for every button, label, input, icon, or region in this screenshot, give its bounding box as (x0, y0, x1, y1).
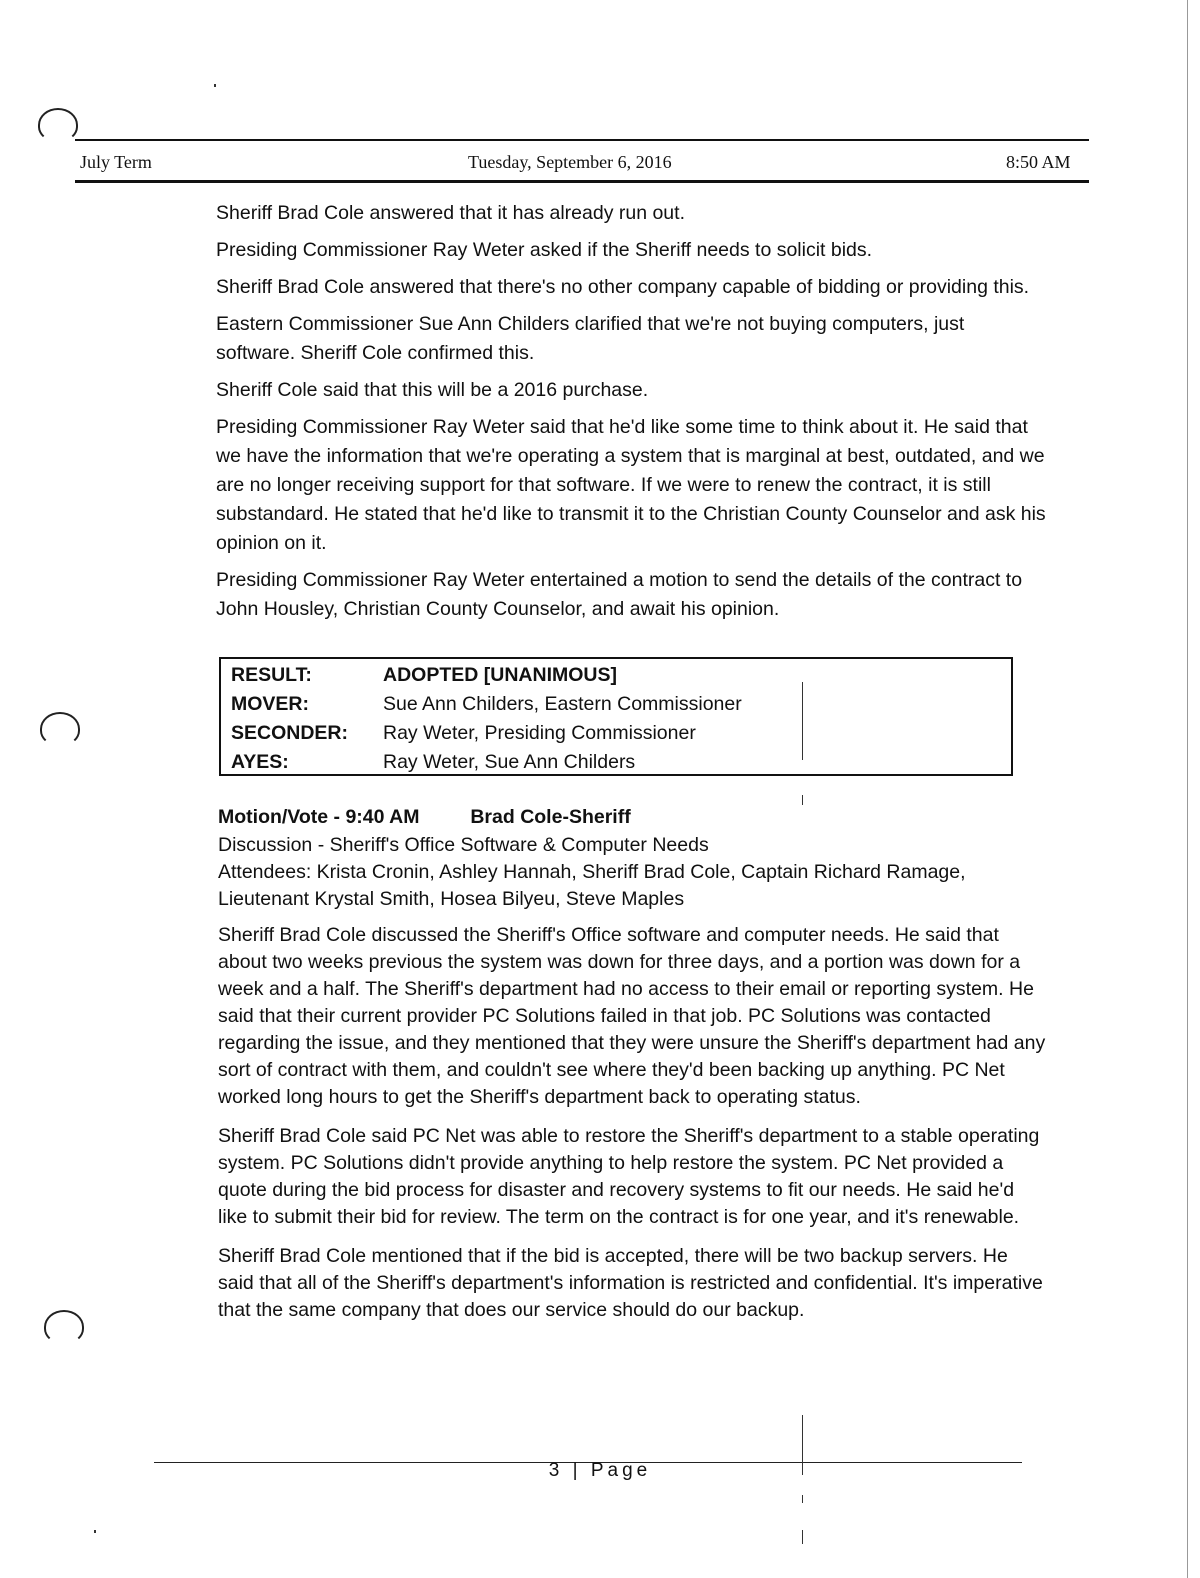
minutes-paragraph: Sheriff Brad Cole answered that it has already run out. (216, 202, 685, 224)
page-number: 3 (548, 1460, 564, 1481)
result-value: Ray Weter, Sue Ann Childers (383, 751, 636, 773)
header-bottom-rule (75, 180, 1089, 183)
minutes-paragraph: Sheriff Brad Cole said PC Net was able to restore the Sheriff's department to a stable operating system. PC Solutions didn't provide anything to help restore the system. PC Net provided a quote during the bid process for disaster and recovery systems to fit our needs. He said he'd like to submit their bid for review. The term on the contract is for one year, and it's renewable. (218, 1125, 1040, 1228)
minutes-paragraph: Presiding Commissioner Ray Weter entertained a motion to send the details of the contract to John Housley, Christian County Counselor, and await his opinion. (216, 569, 1023, 620)
result-key: RESULT: (231, 664, 312, 686)
motion-attendees-line1: Attendees: Krista Cronin, Ashley Hannah, Sheriff Brad Cole, Captain Richard Ramage, (218, 861, 966, 883)
header-term: July Term (80, 152, 152, 172)
motion-heading-time: Motion/Vote - 9:40 AM (218, 806, 420, 828)
minutes-paragraph: Sheriff Cole said that this will be a 2016 purchase. (216, 379, 649, 401)
motion-discussion: Discussion - Sheriff's Office Software & Computer Needs (218, 834, 709, 856)
minutes-paragraph: Presiding Commissioner Ray Weter asked if the Sheriff needs to solicit bids. (216, 239, 873, 261)
minutes-paragraph: Sheriff Brad Cole mentioned that if the bid is accepted, there will be two backup servers. He said that all of the Sheriff's department's information is restricted and confidential. It's imperative that the same company that does our service should do our backup. (218, 1245, 1043, 1321)
result-value: Ray Weter, Presiding Commissioner (383, 722, 696, 744)
scan-edge-line (1187, 0, 1188, 1578)
minutes-section-2 (218, 922, 1048, 1336)
result-value: Sue Ann Childers, Eastern Commissioner (383, 693, 742, 715)
header-time: 8:50 AM (1006, 152, 1071, 172)
header-date: Tuesday, September 6, 2016 (468, 152, 672, 172)
result-key: AYES: (231, 751, 289, 773)
minutes-paragraph: Presiding Commissioner Ray Weter said that he'd like some time to think about it. He said that we have the information that we're operating a system that is marginal at best, outdated, and we are no longer receiving support for that software. If we were to renew the contract, it is still substandard. He stated that he'd like to transmit it to the Christian County Counselor and ask his opinion on it. (216, 416, 1046, 554)
page-footer (0, 1460, 1200, 1482)
minutes-section-1 (216, 199, 1046, 632)
binder-hole-icon (44, 1310, 84, 1344)
result-value: ADOPTED [UNANIMOUS] (383, 664, 617, 686)
minutes-paragraph: Sheriff Brad Cole discussed the Sheriff's Office software and computer needs. He said that about two weeks previous the system was down for three days, and a portion was down for a week and a half. The Sheriff's department had no access to their email or reporting system. He said that their current provider PC Solutions failed in that job. PC Solutions was contacted regarding the issue, and they mentioned that they were unsure the Sheriff's department had any sort of contract with them, and couldn't see where they'd been backing up anything. PC Net worked long hours to get the Sheriff's department back to operating status. (218, 924, 1046, 1108)
page-separator: | (572, 1460, 582, 1481)
motion-presenter: Brad Cole-Sheriff (470, 806, 631, 828)
binder-hole-icon (40, 712, 80, 746)
result-key: MOVER: (231, 693, 309, 715)
motion-attendees-line2: Lieutenant Krystal Smith, Hosea Bilyeu, Steve Maples (218, 888, 685, 910)
result-key: SECONDER: (231, 722, 349, 744)
scan-artifact-line (802, 1530, 803, 1544)
scan-artifact-line (802, 1495, 803, 1503)
vote-result-box (219, 657, 1013, 776)
minutes-paragraph: Eastern Commissioner Sue Ann Childers clarified that we're not buying computers, just software. Sheriff Cole confirmed this. (216, 313, 965, 364)
page-label: Page (590, 1460, 652, 1481)
motion-heading (218, 806, 631, 829)
minutes-paragraph: Sheriff Brad Cole answered that there's no other company capable of bidding or providing this. (216, 276, 1030, 298)
scan-artifact-line (802, 795, 803, 805)
binder-hole-icon (38, 108, 78, 142)
scan-speck (94, 1530, 96, 1533)
scan-speck (214, 84, 216, 87)
scan-artifact-line (802, 682, 803, 760)
header-top-rule (75, 139, 1089, 141)
